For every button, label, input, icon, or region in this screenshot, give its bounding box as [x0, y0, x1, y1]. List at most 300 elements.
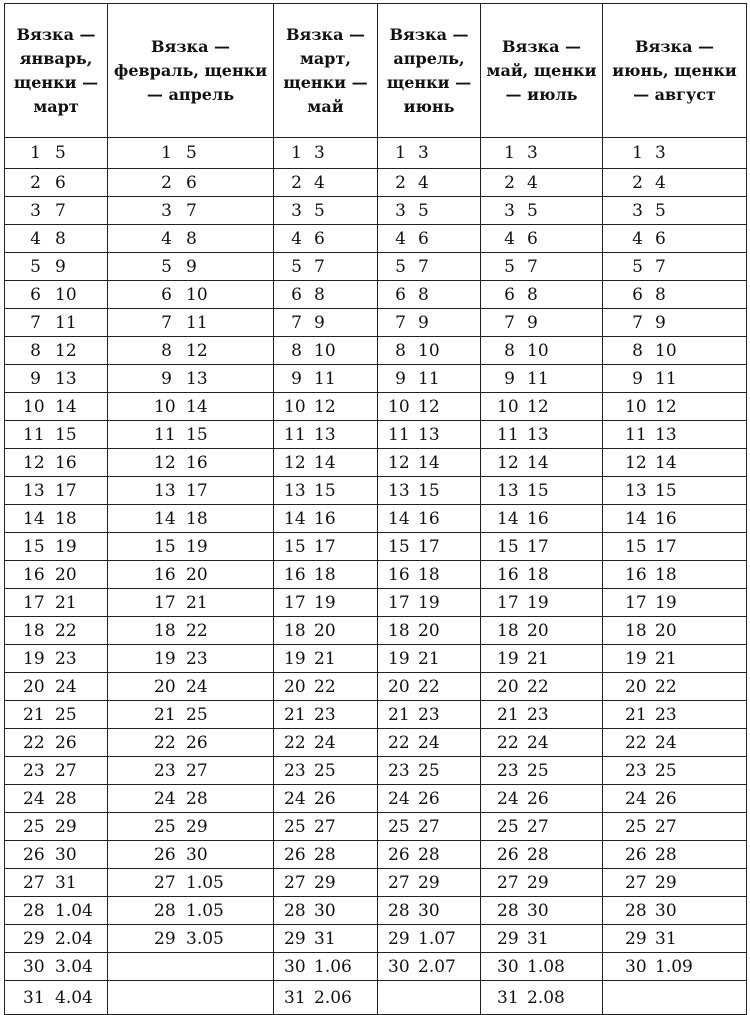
whelping-date: 11: [418, 368, 440, 389]
table-cell: [378, 309, 481, 337]
mating-day: 18: [154, 620, 176, 641]
whelping-date: 22: [314, 676, 336, 697]
whelping-date: 5: [314, 200, 325, 221]
table-cell: [603, 645, 747, 673]
whelping-date: 12: [655, 396, 677, 417]
table-cell: [481, 897, 603, 925]
mating-day: 25: [388, 816, 410, 837]
table-cell: [603, 953, 747, 981]
mating-day: 28: [284, 900, 306, 921]
table-row: [5, 757, 747, 785]
table-cell: [5, 281, 108, 309]
whelping-date: 25: [418, 760, 440, 781]
whelping-date: 22: [527, 676, 549, 697]
table-cell: [274, 617, 378, 645]
whelping-date: 5: [527, 200, 538, 221]
whelping-date: 21: [527, 648, 549, 669]
table-cell: [5, 701, 108, 729]
whelping-date: 5: [186, 143, 197, 163]
table-cell: [481, 253, 603, 281]
header-cell-march: [274, 4, 378, 138]
whelping-date: 18: [55, 508, 77, 529]
whelping-date: 18: [418, 564, 440, 585]
mating-day: 20: [497, 676, 519, 697]
whelping-date: 25: [186, 704, 208, 725]
table-cell: [274, 841, 378, 869]
whelping-date: 21: [655, 648, 677, 669]
whelping-date: 10: [655, 340, 677, 361]
whelping-date: 23: [655, 704, 677, 725]
table-cell: [378, 253, 481, 281]
table-cell: [481, 981, 603, 1015]
table-cell: [378, 981, 481, 1015]
table-row: [5, 729, 747, 757]
mating-day: 3: [161, 200, 172, 221]
mating-day: 23: [388, 760, 410, 781]
table-cell: [603, 197, 747, 225]
whelping-date: 10: [186, 284, 208, 305]
table-cell: [481, 869, 603, 897]
table-cell: [108, 645, 274, 673]
table-cell: [378, 813, 481, 841]
table-cell: [481, 197, 603, 225]
table-cell: [603, 729, 747, 757]
table-cell: [603, 589, 747, 617]
whelping-date: 29: [55, 816, 77, 837]
whelping-date: 6: [186, 172, 197, 193]
mating-day: 23: [23, 760, 45, 781]
whelping-date: 20: [55, 564, 77, 585]
table-cell: [603, 701, 747, 729]
mating-day: 5: [395, 256, 406, 277]
mating-day: 7: [161, 312, 172, 333]
table-cell: [481, 841, 603, 869]
whelping-date: 23: [418, 704, 440, 725]
whelping-date: 14: [418, 452, 440, 473]
header-text: Вязка — январь, щенки — март: [13, 24, 99, 116]
mating-day: 11: [154, 424, 176, 445]
table-cell: [108, 953, 274, 981]
mating-day: 26: [625, 844, 647, 865]
table-cell: [5, 225, 108, 253]
table-cell: [5, 337, 108, 365]
whelping-date: 26: [418, 788, 440, 809]
table-cell: [5, 309, 108, 337]
mating-day: 23: [284, 760, 306, 781]
whelping-date: 15: [314, 480, 336, 501]
table-cell: [603, 673, 747, 701]
mating-day: 9: [161, 368, 172, 389]
mating-day: 26: [497, 844, 519, 865]
whelping-date: 27: [55, 760, 77, 781]
whelping-date: 21: [418, 648, 440, 669]
table-cell: [5, 869, 108, 897]
mating-day: 29: [154, 928, 176, 949]
mating-day: 13: [154, 480, 176, 501]
mating-day: 4: [395, 228, 406, 249]
mating-day: 20: [284, 676, 306, 697]
mating-day: 20: [154, 676, 176, 697]
mating-day: 21: [154, 704, 176, 725]
table-cell: [108, 477, 274, 505]
table-cell: [108, 869, 274, 897]
table-row: [5, 477, 747, 505]
table-cell: [603, 785, 747, 813]
table-row: [5, 393, 747, 421]
table-cell: [481, 673, 603, 701]
header-text: Вязка — март, щенки — май: [283, 24, 368, 116]
mating-day: 22: [388, 732, 410, 753]
whelping-date: 8: [314, 284, 325, 305]
mating-day: 7: [30, 312, 41, 333]
mating-day: 13: [497, 480, 519, 501]
mating-day: 6: [161, 284, 172, 305]
mating-day: 26: [388, 844, 410, 865]
mating-day: 29: [23, 928, 45, 949]
table-row: [5, 953, 747, 981]
table-cell: [378, 757, 481, 785]
mating-day: 6: [504, 284, 515, 305]
table-row: [5, 925, 747, 953]
mating-day: 21: [388, 704, 410, 725]
table-cell: [108, 138, 274, 169]
header-cell-february: [108, 4, 274, 138]
table-row: [5, 869, 747, 897]
mating-day: 22: [154, 732, 176, 753]
table-cell: [108, 897, 274, 925]
mating-day: 27: [284, 872, 306, 893]
table-cell: [378, 505, 481, 533]
table-cell: [108, 841, 274, 869]
mating-day: 20: [625, 676, 647, 697]
table-row: [5, 138, 747, 169]
whelping-date: 24: [655, 732, 677, 753]
whelping-date: 29: [186, 816, 208, 837]
mating-day: 16: [625, 564, 647, 585]
mating-day: 15: [388, 536, 410, 557]
mating-day: 5: [30, 256, 41, 277]
table-cell: [5, 925, 108, 953]
table-cell: [603, 981, 747, 1015]
mating-day: 14: [284, 508, 306, 529]
mating-day: 16: [154, 564, 176, 585]
whelping-date: 19: [527, 592, 549, 613]
table-cell: [108, 673, 274, 701]
mating-day: 22: [625, 732, 647, 753]
table-cell: [274, 953, 378, 981]
table-cell: [603, 561, 747, 589]
mating-day: 11: [625, 424, 647, 445]
mating-day: 13: [388, 480, 410, 501]
table-cell: [481, 225, 603, 253]
table-cell: [603, 505, 747, 533]
table-row: [5, 281, 747, 309]
mating-day: 6: [291, 284, 302, 305]
mating-day: 15: [497, 536, 519, 557]
table-cell: [378, 337, 481, 365]
whelping-date: 5: [418, 200, 429, 221]
mating-day: 27: [625, 872, 647, 893]
mating-day: 13: [625, 480, 647, 501]
whelping-date: 18: [314, 564, 336, 585]
mating-day: 4: [30, 228, 41, 249]
whelping-date: 16: [527, 508, 549, 529]
table-cell: [481, 337, 603, 365]
mating-day: 21: [23, 704, 45, 725]
table-cell: [603, 253, 747, 281]
whelping-date: 16: [655, 508, 677, 529]
mating-day: 16: [497, 564, 519, 585]
table-cell: [378, 561, 481, 589]
whelping-date: 4: [527, 172, 538, 193]
mating-day: 7: [395, 312, 406, 333]
mating-day: 24: [625, 788, 647, 809]
whelping-date: 12: [527, 396, 549, 417]
table-cell: [481, 449, 603, 477]
mating-day: 8: [161, 340, 172, 361]
table-cell: [481, 729, 603, 757]
table-row: [5, 617, 747, 645]
table-cell: [274, 309, 378, 337]
table-cell: [5, 449, 108, 477]
whelping-date: 24: [186, 676, 208, 697]
mating-day: 2: [291, 172, 302, 193]
table-cell: [274, 897, 378, 925]
whelping-date: 13: [314, 424, 336, 445]
mating-day: 5: [632, 256, 643, 277]
mating-day: 28: [497, 900, 519, 921]
whelping-date: 14: [527, 452, 549, 473]
whelping-date: 12: [314, 396, 336, 417]
mating-day: 17: [497, 592, 519, 613]
table-row: [5, 225, 747, 253]
whelping-date: 30: [527, 900, 549, 921]
table-cell: [378, 673, 481, 701]
whelping-date: 5: [655, 200, 666, 221]
table-cell: [378, 477, 481, 505]
whelping-date: 6: [655, 228, 666, 249]
whelping-date: 22: [655, 676, 677, 697]
whelping-date: 2.06: [314, 987, 352, 1008]
table-cell: [5, 785, 108, 813]
mating-day: 5: [504, 256, 515, 277]
table-cell: [603, 477, 747, 505]
table-cell: [378, 197, 481, 225]
table-cell: [5, 138, 108, 169]
mating-day: 10: [497, 396, 519, 417]
table-cell: [274, 757, 378, 785]
mating-day: 11: [23, 424, 45, 445]
table-cell: [274, 449, 378, 477]
mating-day: 17: [284, 592, 306, 613]
whelping-date: 9: [55, 256, 66, 277]
whelping-date: 23: [186, 648, 208, 669]
table-cell: [481, 365, 603, 393]
whelping-date: 16: [314, 508, 336, 529]
table-cell: [108, 337, 274, 365]
table-cell: [5, 197, 108, 225]
whelping-date: 11: [186, 312, 208, 333]
whelping-date: 24: [314, 732, 336, 753]
whelping-date: 31: [655, 928, 677, 949]
mating-day: 30: [497, 956, 519, 977]
table-cell: [603, 393, 747, 421]
table-cell: [274, 253, 378, 281]
whelping-date: 29: [314, 872, 336, 893]
table-cell: [108, 393, 274, 421]
mating-day: 12: [625, 452, 647, 473]
table-cell: [108, 449, 274, 477]
mating-day: 5: [291, 256, 302, 277]
table-cell: [108, 701, 274, 729]
whelping-date: 30: [186, 844, 208, 865]
table-cell: [274, 393, 378, 421]
table-cell: [274, 869, 378, 897]
whelping-date: 11: [527, 368, 549, 389]
table-cell: [274, 477, 378, 505]
header-text: Вязка — февраль, щенки — апрель: [113, 36, 268, 104]
whelping-date: 28: [55, 788, 77, 809]
table-cell: [108, 981, 274, 1015]
table-cell: [481, 309, 603, 337]
table-cell: [603, 813, 747, 841]
whelping-date: 2.07: [418, 956, 456, 977]
whelping-date: 14: [55, 396, 77, 417]
table-cell: [378, 869, 481, 897]
mating-day: 22: [284, 732, 306, 753]
mating-day: 15: [625, 536, 647, 557]
whelping-date: 1.06: [314, 956, 352, 977]
whelping-date: 17: [527, 536, 549, 557]
mating-day: 18: [23, 620, 45, 641]
mating-day: 15: [154, 536, 176, 557]
whelping-date: 26: [314, 788, 336, 809]
table-cell: [378, 617, 481, 645]
table-cell: [378, 393, 481, 421]
whelping-date: 27: [418, 816, 440, 837]
table-row: [5, 197, 747, 225]
table-cell: [274, 533, 378, 561]
table-cell: [378, 925, 481, 953]
whelping-date: 27: [314, 816, 336, 837]
whelping-date: 13: [527, 424, 549, 445]
whelping-date: 29: [418, 872, 440, 893]
mating-day: 29: [388, 928, 410, 949]
whelping-date: 9: [186, 256, 197, 277]
table-cell: [603, 365, 747, 393]
header-cell-january: [5, 4, 108, 138]
table-row: [5, 533, 747, 561]
mating-day: 11: [388, 424, 410, 445]
table-cell: [108, 617, 274, 645]
whelping-date: 7: [55, 200, 66, 221]
table-cell: [5, 561, 108, 589]
mating-day: 8: [632, 340, 643, 361]
whelping-date: 24: [55, 676, 77, 697]
mating-day: 25: [154, 816, 176, 837]
whelping-date: 19: [655, 592, 677, 613]
whelping-date: 21: [55, 592, 77, 613]
whelping-date: 10: [418, 340, 440, 361]
whelping-date: 3: [655, 143, 666, 163]
mating-day: 19: [497, 648, 519, 669]
mating-day: 24: [23, 788, 45, 809]
whelping-date: 1.07: [418, 928, 456, 949]
table-cell: [481, 421, 603, 449]
table-cell: [378, 841, 481, 869]
table-cell: [481, 757, 603, 785]
table-cell: [378, 729, 481, 757]
mating-day: 28: [625, 900, 647, 921]
mating-day: 14: [497, 508, 519, 529]
table-cell: [603, 138, 747, 169]
table-cell: [603, 337, 747, 365]
whelping-date: 15: [418, 480, 440, 501]
whelping-date: 17: [314, 536, 336, 557]
table-cell: [274, 673, 378, 701]
table-cell: [481, 953, 603, 981]
table-cell: [108, 225, 274, 253]
mating-day: 1: [504, 143, 515, 163]
table-cell: [378, 785, 481, 813]
table-cell: [481, 533, 603, 561]
whelping-date: 15: [527, 480, 549, 501]
whelping-date: 7: [314, 256, 325, 277]
table-cell: [274, 281, 378, 309]
whelping-date: 19: [418, 592, 440, 613]
mating-day: 11: [497, 424, 519, 445]
whelping-date: 14: [186, 396, 208, 417]
mating-day: 28: [23, 900, 45, 921]
whelping-date: 31: [527, 928, 549, 949]
table-cell: [274, 785, 378, 813]
mating-day: 30: [23, 956, 45, 977]
whelping-date: 29: [655, 872, 677, 893]
table-cell: [603, 281, 747, 309]
whelping-date: 3: [314, 143, 325, 163]
whelping-date: 30: [655, 900, 677, 921]
whelping-date: 31: [314, 928, 336, 949]
table-row: [5, 421, 747, 449]
whelping-date: 6: [55, 172, 66, 193]
whelping-date: 9: [314, 312, 325, 333]
table-cell: [603, 925, 747, 953]
whelping-date: 21: [186, 592, 208, 613]
table-row: [5, 365, 747, 393]
whelping-date: 30: [418, 900, 440, 921]
table-cell: [5, 981, 108, 1015]
mating-day: 30: [284, 956, 306, 977]
mating-day: 27: [388, 872, 410, 893]
whelping-date: 19: [314, 592, 336, 613]
whelping-date: 28: [655, 844, 677, 865]
mating-day: 21: [497, 704, 519, 725]
whelping-date: 6: [418, 228, 429, 249]
mating-day: 4: [291, 228, 302, 249]
mating-day: 21: [284, 704, 306, 725]
table-cell: [108, 785, 274, 813]
mating-day: 6: [30, 284, 41, 305]
table-cell: [603, 225, 747, 253]
whelping-date: 30: [314, 900, 336, 921]
header-cell-june: [603, 4, 747, 138]
table-cell: [5, 365, 108, 393]
table-cell: [108, 169, 274, 197]
table-cell: [603, 617, 747, 645]
table-cell: [5, 533, 108, 561]
mating-day: 25: [23, 816, 45, 837]
whelping-date: 15: [55, 424, 77, 445]
